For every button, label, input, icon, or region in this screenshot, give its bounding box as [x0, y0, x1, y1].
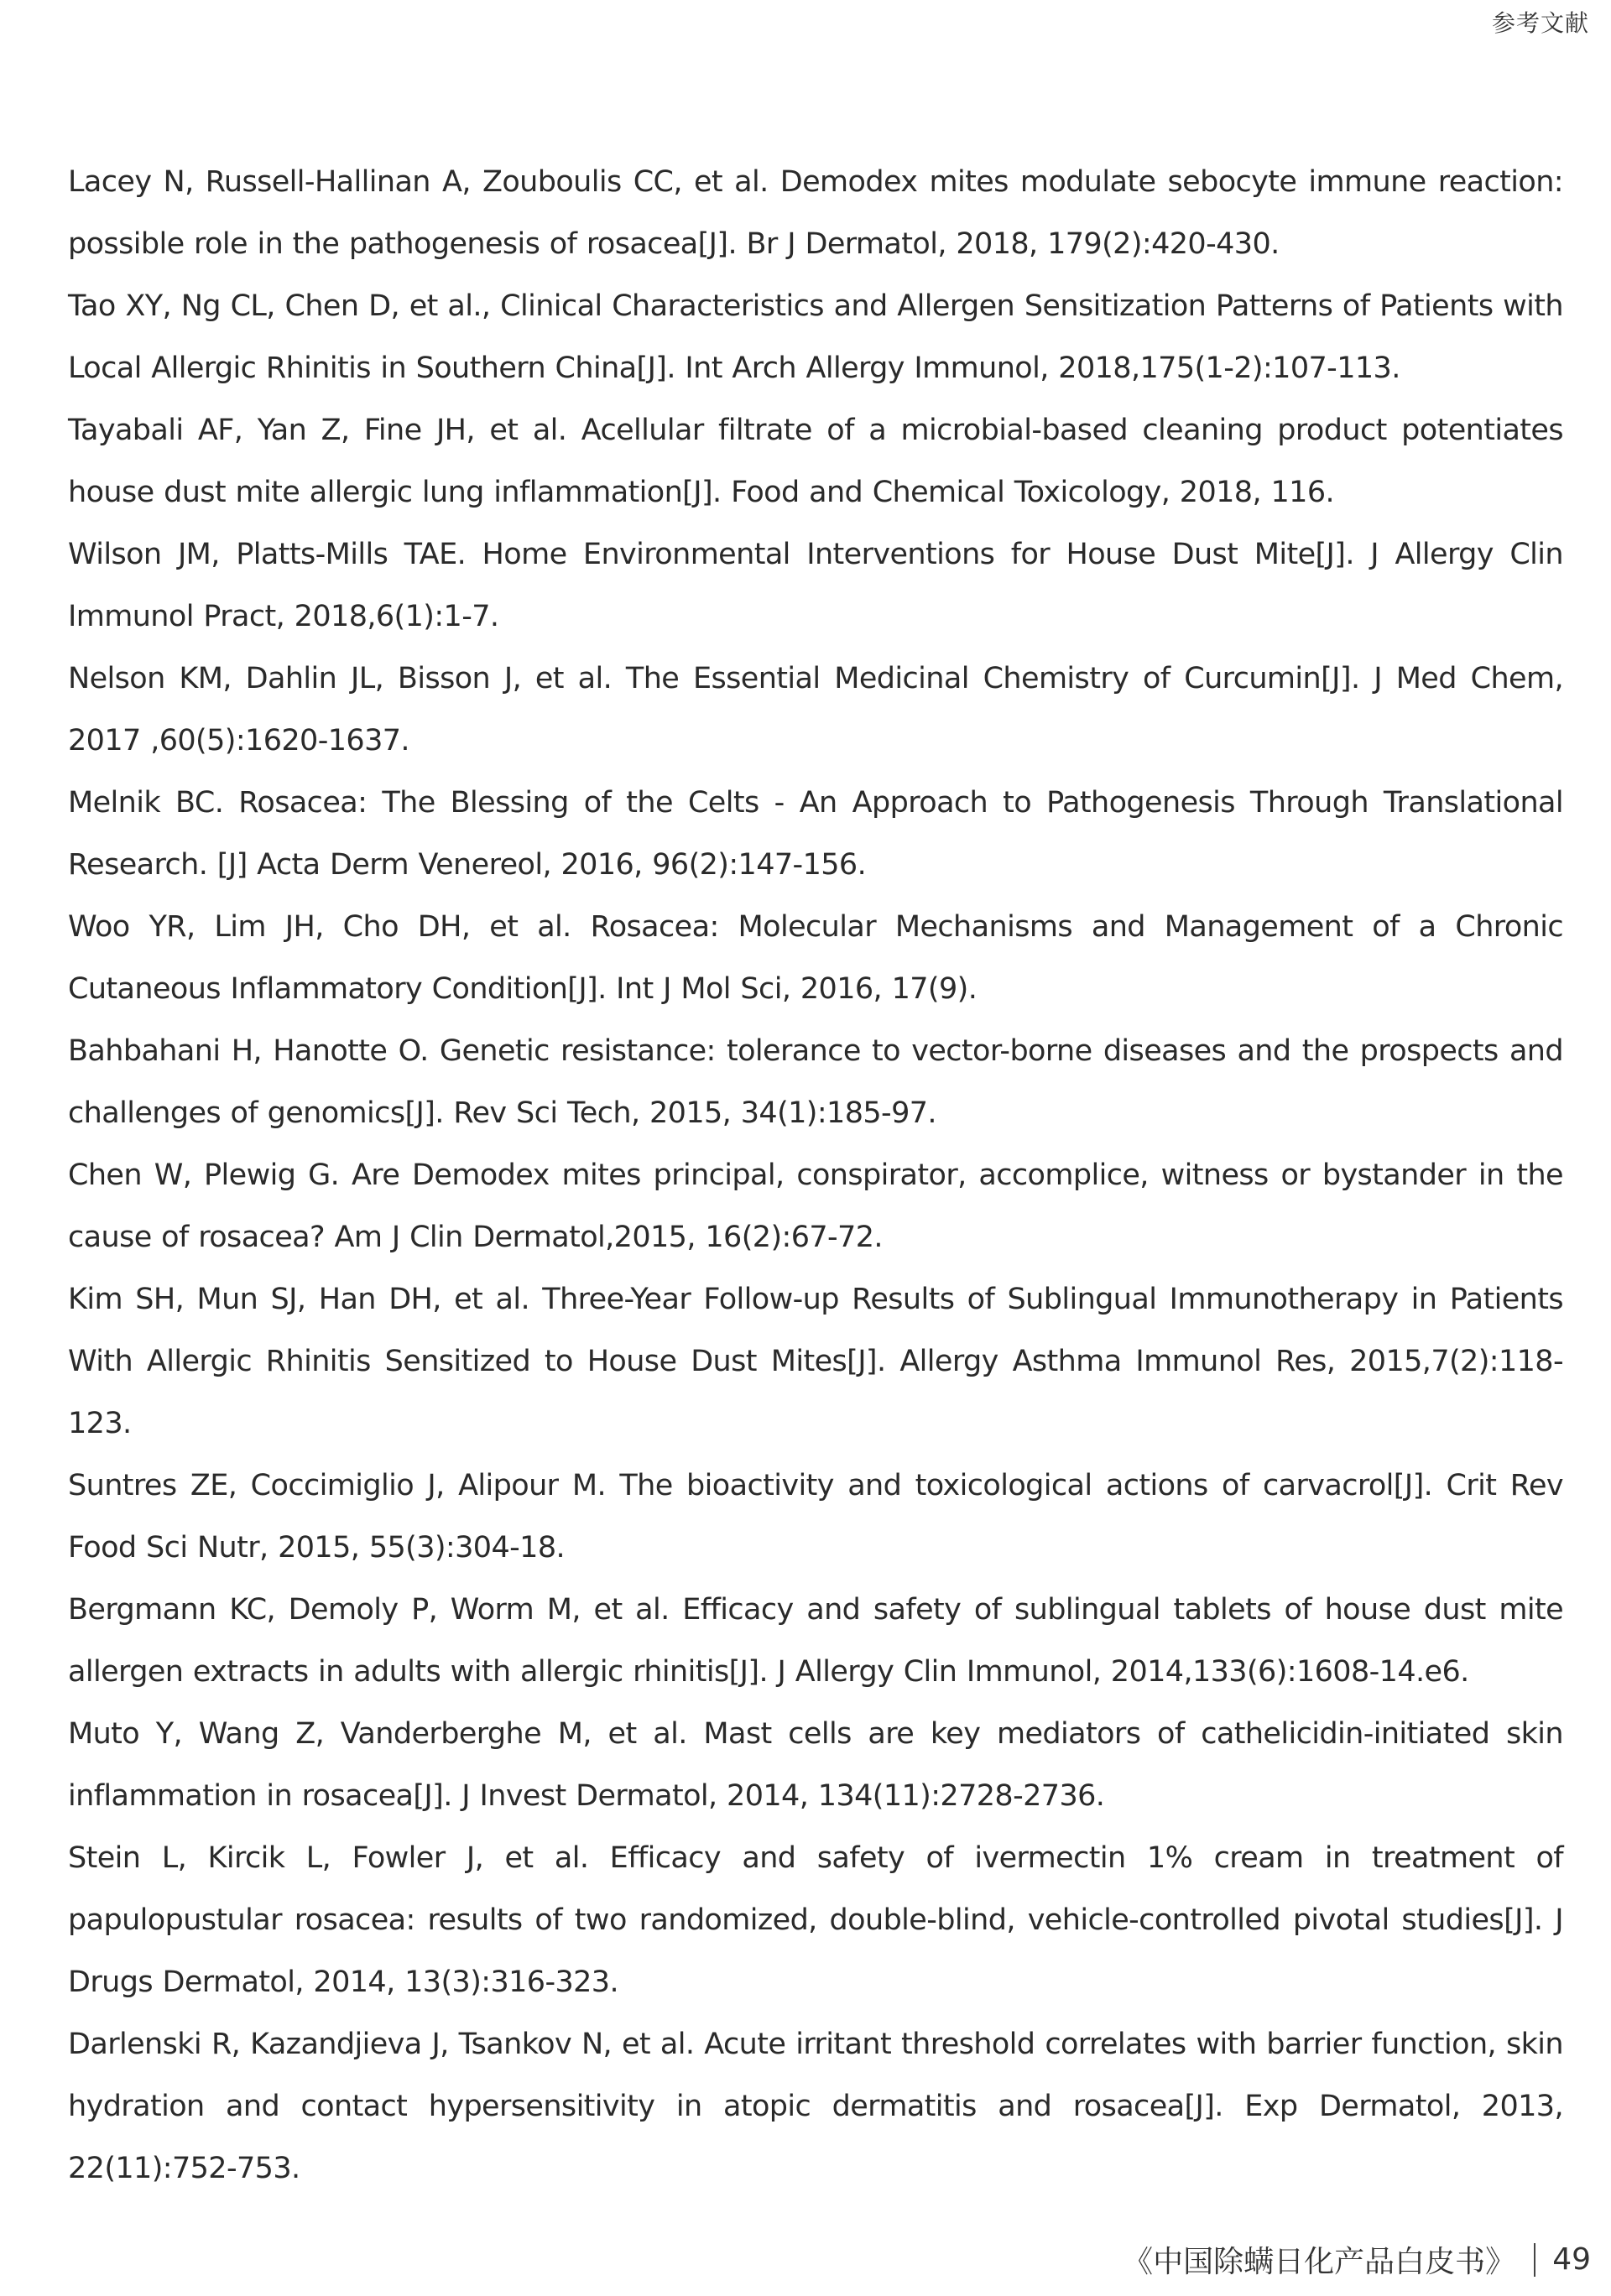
reference-item: Woo YR, Lim JH, Cho DH, et al. Rosacea: Molecular Mechanisms and Management of a Chronic Cutaneous Inflammatory Condition[J]. Int J Mol Sci, 2016, 17(9). — [68, 910, 1563, 1006]
reference-item: Chen W, Plewig G. Are Demodex mites principal, conspirator, accomplice, witness or bystander in the cause of rosacea? Am J Clin Dermatol,2015, 16(2):67-72. — [68, 1158, 1563, 1254]
reference-item: Kim SH, Mun SJ, Han DH, et al. Three-Year Follow-up Results of Sublingual Immunotherapy in Patients With Allergic Rhinitis Sensitized to House Dust Mites[J]. Allergy Asthma Immunol Res, 2015,7(2):118-123. — [68, 1283, 1563, 1440]
section-header: 参考文献 — [1491, 9, 1589, 37]
reference-item: Melnik BC. Rosacea: The Blessing of the Celts - An Approach to Pathogenesis Through Translational Research. [J] Acta Derm Venereol, 2016, 96(2):147-156. — [68, 786, 1563, 882]
reference-item: Nelson KM, Dahlin JL, Bisson J, et al. The Essential Medicinal Chemistry of Curcumin[J]. J Med Chem, 2017 ,60(5):1620-1637. — [68, 662, 1563, 758]
reference-list — [68, 151, 1563, 2200]
reference-item: Muto Y, Wang Z, Vanderberghe M, et al. Mast cells are key mediators of cathelicidin-initiated skin inflammation in rosacea[J]. J Invest Dermatol, 2014, 134(11):2728-2736. — [68, 1717, 1563, 1813]
reference-item: Lacey N, Russell-Hallinan A, Zouboulis CC, et al. Demodex mites modulate sebocyte immune reaction: possible role in the pathogenesis of rosacea[J]. Br J Dermatol, 2018, 179(2):420-430. — [68, 165, 1563, 261]
page-number: 49 — [1552, 2242, 1591, 2277]
book-title: 《中国除螨日化产品白皮书》 — [1123, 2245, 1516, 2279]
reference-item: Tao XY, Ng CL, Chen D, et al., Clinical Characteristics and Allergen Sensitization Patterns of Patients with Local Allergic Rhinitis in Southern China[J]. Int Arch Allergy Immunol, 2018,175(1-2):107-113. — [68, 289, 1563, 385]
reference-item: Wilson JM, Platts-Mills TAE. Home Environmental Interventions for House Dust Mite[J]. J Allergy Clin Immunol Pract, 2018,6(1):1-7. — [68, 538, 1563, 633]
reference-item: Bahbahani H, Hanotte O. Genetic resistance: tolerance to vector-borne diseases and the prospects and challenges of genomics[J]. Rev Sci Tech, 2015, 34(1):185-97. — [68, 1034, 1563, 1130]
reference-item: Stein L, Kircik L, Fowler J, et al. Efficacy and safety of ivermectin 1% cream in treatment of papulopustular rosacea: results of two randomized, double-blind, vehicle-controlled pivotal studies[J]. J Drugs Dermatol, 2014, 13(3):316-323. — [68, 1841, 1563, 1999]
page-footer — [1123, 2238, 1591, 2281]
reference-item: Darlenski R, Kazandjieva J, Tsankov N, et al. Acute irritant threshold correlates with barrier function, skin hydration and contact hypersensitivity in atopic dermatitis and rosacea[J]. Exp Dermatol, 2013, 22(11):752-753. — [68, 2028, 1563, 2185]
reference-item: Suntres ZE, Coccimiglio J, Alipour M. The bioactivity and toxicological actions of carvacrol[J]. Crit Rev Food Sci Nutr, 2015, 55(3):304-18. — [68, 1469, 1563, 1565]
footer-divider — [1534, 2243, 1535, 2277]
reference-item: Bergmann KC, Demoly P, Worm M, et al. Efficacy and safety of sublingual tablets of house dust mite allergen extracts in adults with allergic rhinitis[J]. J Allergy Clin Immunol, 2014,133(6):1608-14.e6. — [68, 1593, 1563, 1689]
reference-item: Tayabali AF, Yan Z, Fine JH, et al. Acellular filtrate of a microbial-based cleaning product potentiates house dust mite allergic lung inflammation[J]. Food and Chemical Toxicology, 2018, 116. — [68, 414, 1563, 509]
